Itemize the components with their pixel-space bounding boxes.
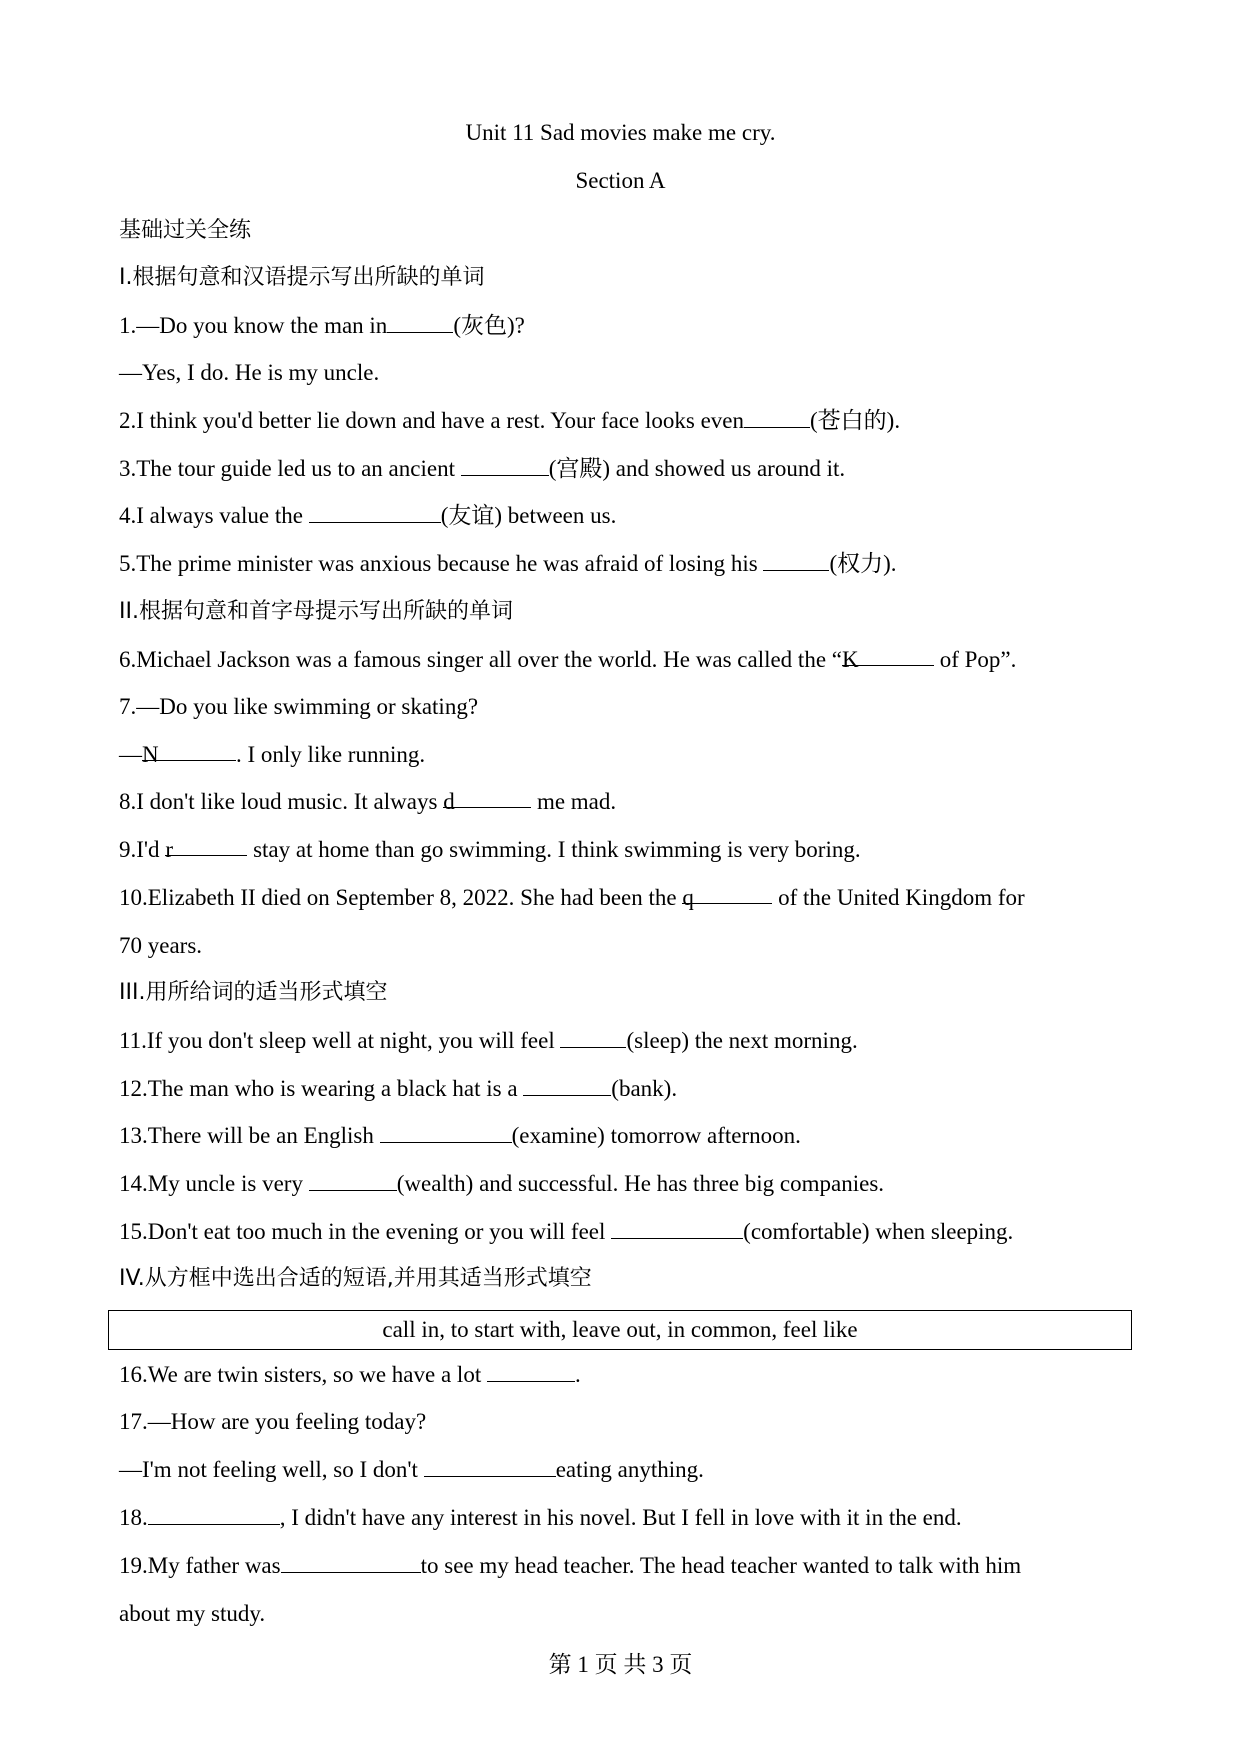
question-hint: (wealth) and successful. He has three big companies. [396,1171,885,1196]
question-7-reply [119,740,425,770]
question-text: 3.The tour guide led us to an ancient [119,456,461,481]
question-text: of Pop”. [933,647,1017,672]
answer-blank[interactable] [487,1361,575,1382]
part-2-heading: II.根据句意和首字母提示写出所缺的单词 [119,599,513,624]
question-hint: (bank). [611,1076,678,1101]
initial-letter: d [443,789,455,814]
question-text: 11.If you don't sleep well at night, you will feel [119,1028,561,1053]
question-text: 18. [119,1505,148,1530]
question-8 [119,787,616,817]
part-3-heading: III.用所给词的适当形式填空 [119,980,388,1005]
section-title: Section A [575,168,666,193]
part-1-heading: I.根据句意和汉语提示写出所缺的单词 [119,265,485,290]
answer-blank[interactable] [744,407,810,428]
answer-blank[interactable] [380,1122,512,1143]
question-text: 6.Michael Jackson was a famous singer all over the world. He was called the “ [119,647,842,672]
question-13 [119,1121,801,1151]
question-text: . I only like running. [236,742,426,767]
initial-letter: q [682,885,694,910]
answer-blank[interactable] [309,1170,397,1191]
initial-letter: N [142,742,159,767]
question-14 [119,1169,884,1199]
question-hint: (苍白的). [810,408,901,433]
question-text: , I didn't have any interest in his novel. But I fell in love with it in the end. [279,1505,962,1530]
answer-blank[interactable] [682,883,772,910]
question-4 [119,501,616,531]
question-text: to see my head teacher. The head teacher wanted to talk with him [420,1553,1022,1578]
answer-blank[interactable] [560,1027,626,1048]
question-text: 10.Elizabeth II died on September 8, 2022. She had been the [119,885,683,910]
question-1 [119,311,525,341]
initial-letter: K [841,647,859,672]
question-text: 14.My uncle is very [119,1171,309,1196]
question-text: me mad. [531,789,617,814]
question-19-continued: about my study. [119,1601,266,1626]
question-10 [119,883,1025,913]
question-19 [119,1551,1021,1581]
question-hint: (examine) tomorrow afternoon. [511,1123,801,1148]
question-hint: (友谊) between us. [440,503,617,528]
question-text: 12.The man who is wearing a black hat is a [119,1076,524,1101]
question-hint: (sleep) the next morning. [626,1028,858,1053]
answer-blank[interactable] [763,550,829,571]
question-text: —I'm not feeling well, so I don't [119,1457,424,1482]
question-text: 15.Don't eat too much in the evening or you will feel [119,1219,612,1244]
question-text: stay at home than go swimming. I think swimming is very boring. [247,837,861,862]
question-text: 19.My father was [119,1553,281,1578]
question-6 [119,645,1016,675]
unit-title: Unit 11 Sad movies make me cry. [465,120,776,145]
answer-blank[interactable] [142,740,236,767]
answer-blank[interactable] [387,312,453,333]
question-11 [119,1026,858,1056]
question-16 [119,1360,581,1390]
answer-blank[interactable] [281,1552,421,1573]
question-hint: (宫殿) and showed us around it. [548,456,846,481]
question-hint: (灰色)? [453,313,525,338]
page-number: 第 1 页 共 3 页 [548,1652,693,1677]
practice-heading: 基础过关全练 [119,218,252,243]
answer-blank[interactable] [165,835,247,862]
question-2 [119,406,900,436]
initial-letter: r [165,837,173,862]
answer-blank[interactable] [443,787,531,814]
question-text: 8.I don't like loud music. It always [119,789,444,814]
question-10-continued: 70 years. [119,933,203,958]
answer-blank[interactable] [841,645,934,672]
question-7: 7.—Do you like swimming or skating? [119,694,479,719]
answer-blank[interactable] [424,1456,556,1477]
dash: — [119,742,142,767]
answer-blank[interactable] [523,1075,611,1096]
word-box-phrases: call in, to start with, leave out, in common, feel like [382,1317,858,1342]
question-text: 1.—Do you know the man in [119,313,388,338]
question-17-reply [119,1455,704,1485]
question-text: 5.The prime minister was anxious because he was afraid of losing his [119,551,764,576]
question-text: of the United Kingdom for [772,885,1025,910]
question-15 [119,1217,1013,1247]
answer-blank[interactable] [309,502,441,523]
question-17: 17.—How are you feeling today? [119,1409,427,1434]
part-4-heading: IV.从方框中选出合适的短语,并用其适当形式填空 [119,1266,592,1291]
answer-blank[interactable] [461,455,549,476]
question-text: eating anything. [555,1457,704,1482]
answer-blank[interactable] [611,1218,743,1239]
question-12 [119,1074,677,1104]
question-hint: (权力). [829,551,897,576]
question-text: 16.We are twin sisters, so we have a lot [119,1362,487,1387]
question-text: 9.I'd [119,837,166,862]
question-1-reply: —Yes, I do. He is my uncle. [119,360,380,385]
word-box [108,1310,1132,1350]
question-hint: (comfortable) when sleeping. [743,1219,1014,1244]
question-text: 2.I think you'd better lie down and have a rest. Your face looks even [119,408,744,433]
question-text: 13.There will be an English [119,1123,380,1148]
question-text: . [574,1362,581,1387]
question-5 [119,549,897,579]
question-9 [119,835,861,865]
question-3 [119,454,845,484]
question-18 [119,1503,962,1533]
answer-blank[interactable] [148,1504,280,1525]
question-text: 4.I always value the [119,503,309,528]
